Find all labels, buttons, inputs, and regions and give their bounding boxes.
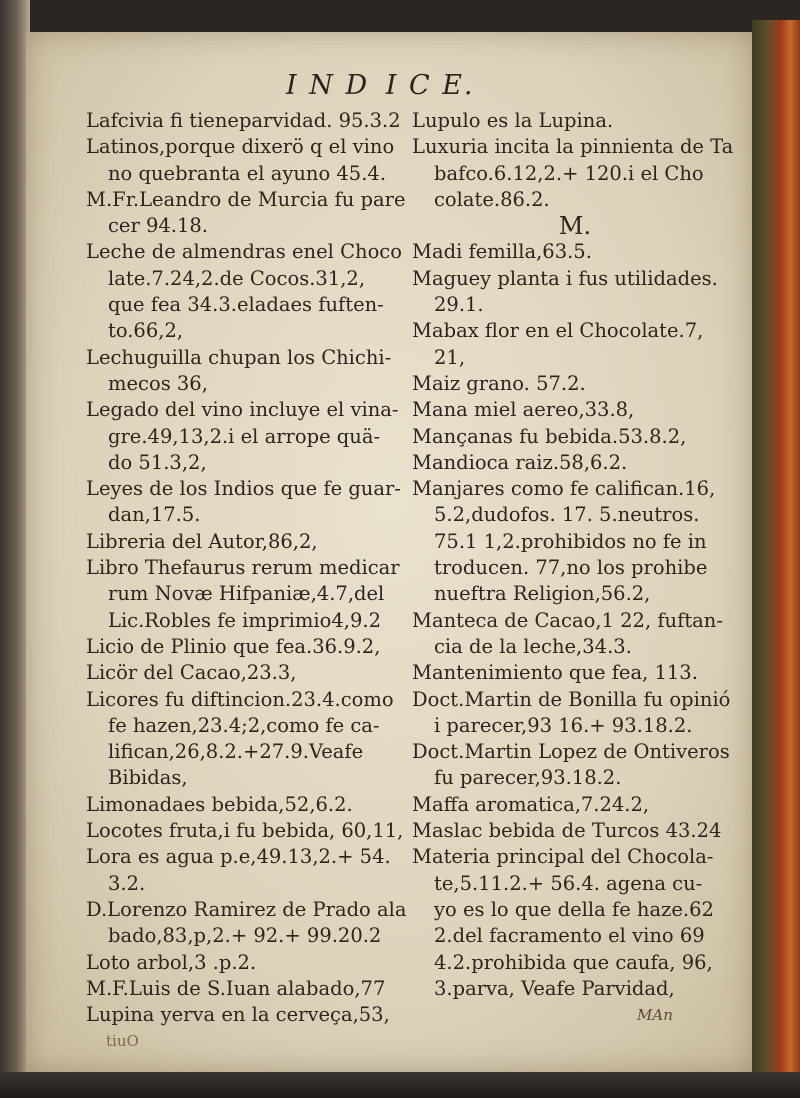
index-entry-line: Maslac bebida de Turcos 43.24 [412,819,722,843]
index-entry-line: Mantenimiento que fea, 113. [412,661,698,685]
index-entry-line: Latinos,porque dixerö q el vino [86,135,395,159]
index-entry-line: gre.49,13,2.i el arrope quä- [108,424,381,448]
header-right: I C E. [385,70,475,101]
running-header [286,70,586,104]
index-entry-line: Maiz grano. 57.2. [412,371,586,395]
index-entry-line: 4.2.prohibida que caufa, 96, [434,950,713,974]
index-entry-line: 75.1 1,2.prohibidos no fe in [434,529,707,553]
index-entry-line: Luxuria incita la pinnienta de Ta [412,135,734,159]
index-entry-line: Loto arbol,3 .p.2. [86,950,257,974]
index-entry-line: Bibidas, [108,766,188,790]
index-entry-line: Mabax flor en el Chocolate.7, [412,319,704,343]
index-entry-line: M.Fr.Leandro de Murcia fu pare [86,187,406,211]
left-index-column [86,108,412,1055]
index-entry-line: Limonadaes bebida,52,6.2. [86,792,353,816]
index-entry-line: i parecer,93 16.+ 93.18.2. [434,713,693,737]
index-entry-line: Lupulo es la Lupina. [412,109,614,132]
index-entry-line: Maffa aromatica,7.24.2, [412,792,650,816]
index-entry-line: Mandioca raiz.58,6.2. [412,450,628,474]
index-entry-line: yo es lo que della fe haze.62 [434,897,714,921]
index-entry-line: no quebranta el ayuno 45.4. [108,161,387,185]
page-signature: tiuO [106,1032,139,1051]
index-entry-line: troducen. 77,no los prohibe [434,556,708,580]
index-entry-line: Licores fu diftincion.23.4.como [86,687,394,711]
index-entry-line: colate.86.2. [434,187,550,211]
index-entry-line: dan,17.5. [108,503,201,527]
header-left: I N D [286,70,370,101]
index-entry-line: Materia principal del Chocola- [412,845,714,869]
index-entry-line: Leche de almendras enel Choco [86,240,402,264]
catchword: MAn [637,1006,673,1025]
index-entry-line: 3.parva, Veafe Parvidad, [434,976,675,1000]
index-entry-line: que fea 34.3.eladaes fuften- [108,293,384,317]
index-entry-line: Mançanas fu bebida.53.8.2, [412,424,687,448]
index-entry-line: Maguey planta i fus utilidades. [412,266,718,290]
index-entry-line: nueftra Religion,56.2, [434,582,651,606]
index-entry-line: Manjares como fe califican.16, [412,477,716,501]
index-entry-line: Doct.Martin de Bonilla fu opinió [412,687,731,711]
index-entry-line: Mana miel aereo,33.8, [412,398,635,422]
page-edge-bottom [0,1072,800,1098]
index-entry-line: late.7.24,2.de Cocos.31,2, [108,266,366,290]
index-entry-line: Libro Thefaurus rerum medicar [86,556,400,580]
index-entry-line: rum Novæ Hifpaniæ,4.7,del [108,582,385,606]
section-letter: M. [558,213,592,240]
index-entry-line: fe hazen,23.4;2,como fe ca- [108,713,380,737]
index-entry-line: to.66,2, [108,319,184,343]
index-entry-line: Lic.Robles fe imprimio4,9.2 [108,608,381,632]
index-entry-line: Manteca de Cacao,1 22, fuftan- [412,608,723,632]
index-entry-line: Licör del Cacao,23.3, [86,661,297,685]
index-entry-line: 29.1. [434,293,484,317]
index-entry-line: Locotes fruta,i fu bebida, 60,11, [86,819,404,843]
index-entry-line: Legado del vino incluye el vina- [86,398,399,422]
index-entry-line: bafco.6.12,2.+ 120.i el Cho [434,161,704,185]
index-entry-line: cer 94.18. [108,214,209,238]
index-entry-line: Lupina yerva en la cerveça,53, [86,1003,390,1027]
index-entry-line: cia de la leche,34.3. [434,634,632,658]
index-entry-line: Doct.Martin Lopez de Ontiveros [412,740,730,764]
index-entry-line: mecos 36, [108,371,208,395]
index-entry-line: Lechuguilla chupan los Chichi- [86,345,392,369]
right-index-column [412,108,738,1028]
index-entry-line: Leyes de los Indios que fe guar- [86,477,401,501]
index-entry-line: D.Lorenzo Ramirez de Prado ala [86,897,407,921]
index-entry-line: te,5.11.2.+ 56.4. agena cu- [434,871,703,895]
index-entry-line: 21, [434,345,466,369]
index-entry-line: bado,83,p,2.+ 92.+ 99.20.2 [108,924,382,948]
index-entry-line: Licio de Plinio que fea.36.9.2, [86,634,381,658]
index-entry-line: Madi femilla,63.5. [412,240,592,264]
index-entry-line: do 51.3,2, [108,450,207,474]
page-edge-right [752,20,800,1098]
index-entry-line: 3.2. [108,871,146,895]
index-entry-line: Lafcivia fi tieneparvidad. 95.3.2 [86,109,401,132]
index-entry-line: Lora es agua p.e,49.13,2.+ 54. [86,845,391,869]
index-entry-line: fu parecer,93.18.2. [434,766,622,790]
index-entry-line: M.F.Luis de S.Iuan alabado,77 [86,976,386,1000]
index-entry-line: 5.2,dudofos. 17. 5.neutros. [434,503,700,527]
index-entry-line: Libreria del Autor,86,2, [86,529,318,553]
index-entry-line: lifican,26,8.2.+27.9.Veafe [108,740,364,764]
index-entry-line: 2.del facramento el vino 69 [434,924,705,948]
